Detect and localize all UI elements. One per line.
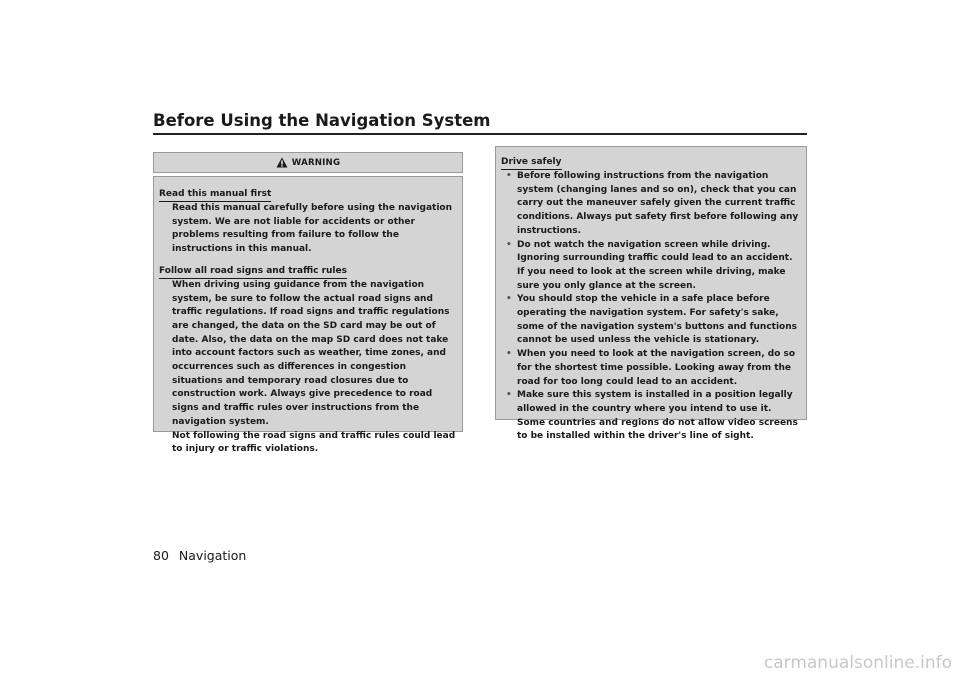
section-text: Read this manual carefully before using the navigation system. We are not liable for accidents or other problems resulting from failure to follow the instructions in this manual.	[172, 203, 452, 255]
footer-section: Navigation	[178, 548, 247, 563]
watermark: carmanualsonline.info	[763, 653, 952, 673]
section-text: When driving using guidance from the navigation system, be sure to follow the actual road signs and traffic regulations. If road signs and traffic regulations are changed, the data on the SD card may be out of date. Also, the data on the map SD card does not take into account factors such as weather, time zones, and occurrences such as differences in congestion situations and temporary road closures due to construction work. Always give precedence to road signs and traffic rules over instructions from the navigation system.	[172, 279, 450, 427]
section-text-secondary: Not following the road signs and traffic rules could lead to injury or traffic violations.	[172, 430, 456, 455]
bullet-icon: •	[506, 171, 512, 181]
list-item	[501, 293, 801, 348]
list-item-text: Before following instructions from the navigation system (changing lanes and so on), check that you can carry out the maneuver safely given the current traffic conditions. Always put safety first before following any instructions.	[517, 171, 799, 236]
drive-safely-box	[495, 146, 807, 442]
page-footer	[153, 548, 246, 563]
bullet-icon: •	[506, 349, 512, 360]
warning-triangle-icon	[276, 157, 288, 168]
warning-body	[153, 176, 463, 455]
list-item-text: You should stop the vehicle in a safe place before operating the navigation system. For safety's sake, some of the navigation system's buttons and functions cannot be used unless the vehicle is stationary.	[517, 294, 797, 346]
title-rule	[153, 133, 807, 135]
list-item	[501, 389, 801, 444]
list-item	[501, 239, 801, 294]
list-item-text: Make sure this system is installed in a position legally allowed in the country where you intend to use it. Some countries and regions do not allow video screens to be installed within the driver's line of sight.	[517, 390, 798, 442]
section-heading: Follow all road signs and traffic rules	[159, 265, 347, 279]
list-item	[501, 348, 801, 389]
list-item	[501, 170, 801, 239]
warning-section-1	[159, 181, 457, 257]
warning-header	[153, 152, 463, 173]
drive-safely-heading: Drive safely	[501, 156, 562, 170]
drive-safely-list	[501, 170, 801, 444]
warning-label: WARNING	[291, 157, 341, 168]
page-title: Before Using the Navigation System	[153, 111, 491, 130]
page-number: 80	[153, 548, 169, 563]
warning-section-2	[159, 258, 457, 457]
list-item-text: Do not watch the navigation screen while driving. Ignoring surrounding traffic could lead to an accident. If you need to look at the screen while driving, make sure you only glance at the screen.	[517, 239, 793, 291]
bullet-icon: •	[506, 390, 512, 401]
list-item-text: When you need to look at the navigation screen, do so for the shortest time possible. Looking away from the road for too long could lead to an accident.	[517, 349, 796, 387]
section-heading: Read this manual first	[159, 188, 271, 202]
bullet-icon: •	[506, 239, 512, 250]
bullet-icon: •	[506, 294, 512, 305]
